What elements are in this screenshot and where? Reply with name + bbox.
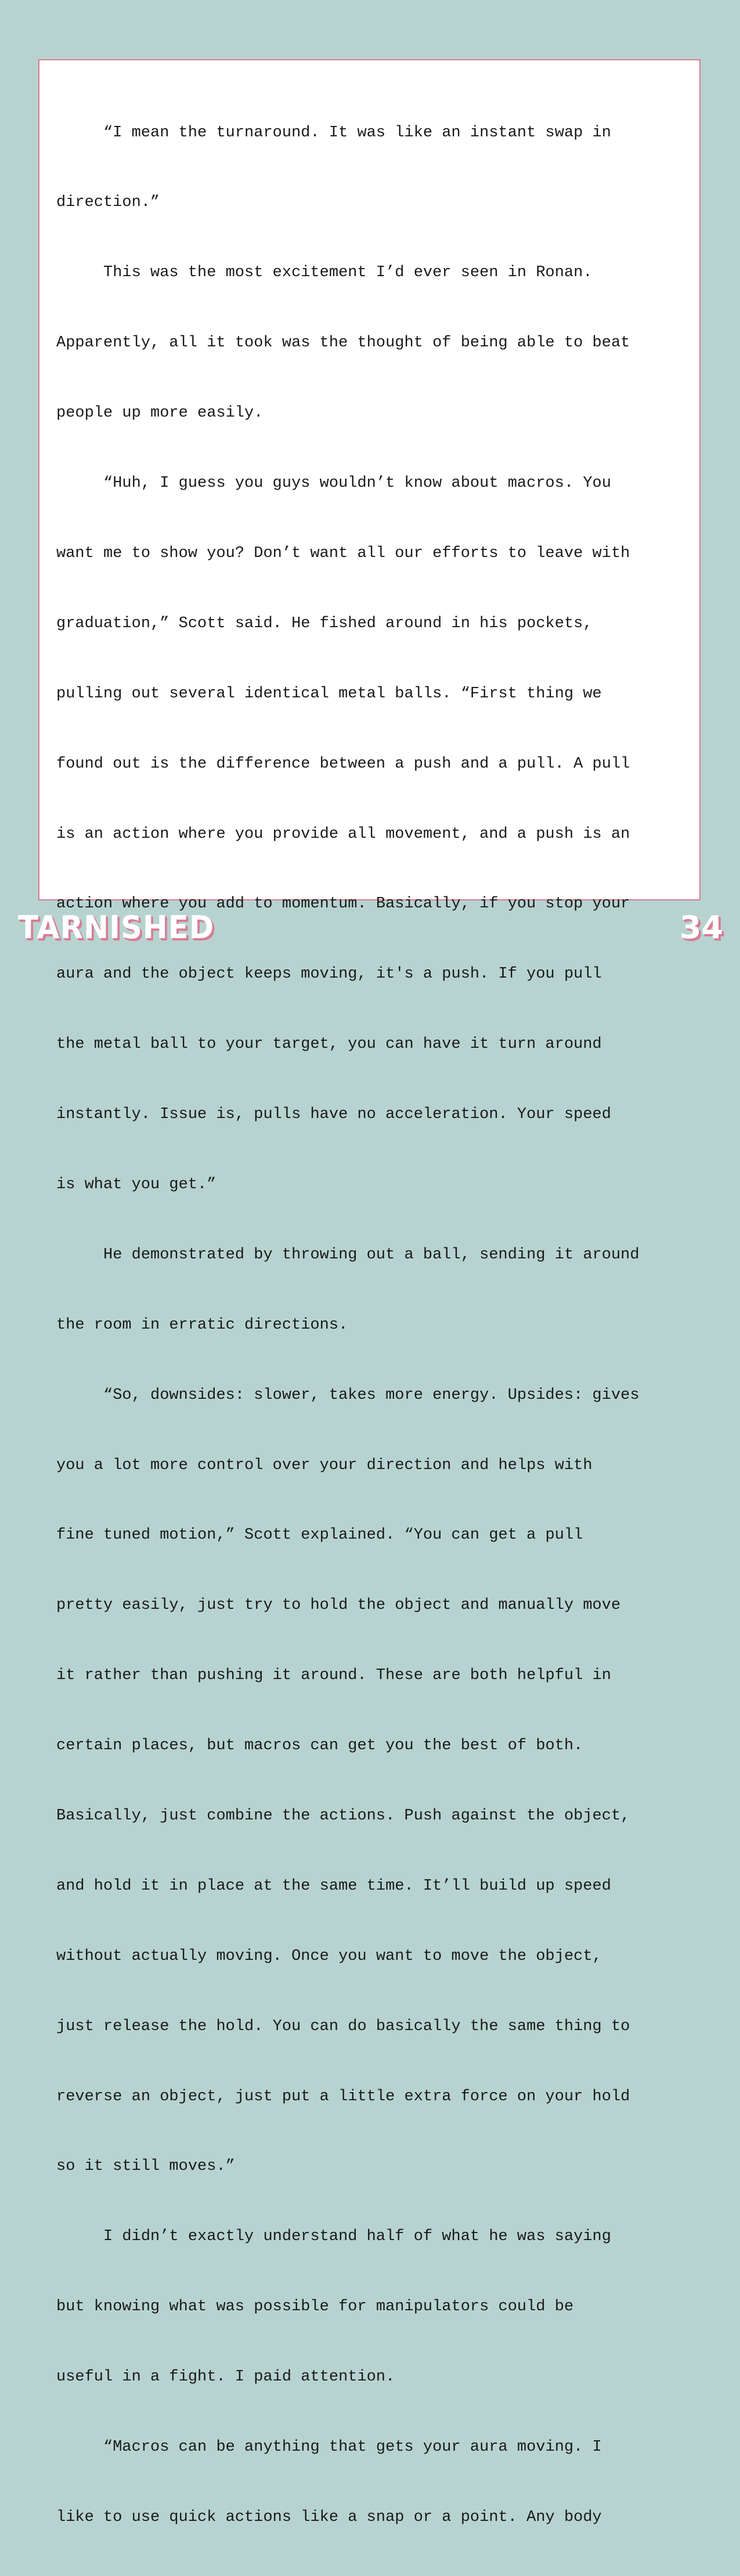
- text-line: pretty easily, just try to hold the object and manually move: [56, 1597, 621, 1615]
- text-line: but knowing what was possible for manipulators could be: [56, 2298, 574, 2316]
- text-line: the metal ball to your target, you can have it turn around: [56, 1036, 602, 1054]
- text-line: want me to show you? Don’t want all our efforts to leave with: [56, 544, 630, 562]
- text-line: pulling out several identical metal balls. “First thing we: [56, 685, 602, 703]
- text-line: instantly. Issue is, pulls have no acceleration. Your speed: [56, 1106, 611, 1124]
- text-line: so it still moves.”: [56, 2158, 235, 2176]
- text-line: “I mean the turnaround. It was like an instant swap in: [56, 124, 611, 142]
- text-line: and hold it in place at the same time. It’ll build up speed: [56, 1877, 611, 1895]
- text-line: aura and the object keeps moving, it's a push. If you pull: [56, 965, 602, 983]
- text-line: I didn’t exactly understand half of what he was saying: [56, 2228, 611, 2246]
- text-line: He demonstrated by throwing out a ball, sending it around: [56, 1246, 640, 1264]
- text-line: graduation,” Scott said. He fished around in his pockets,: [56, 614, 593, 632]
- text-line: people up more easily.: [56, 404, 263, 422]
- text-line: the room in erratic directions.: [56, 1316, 348, 1334]
- text-line: “So, downsides: slower, takes more energy. Upsides: gives: [56, 1386, 640, 1404]
- text-line: Basically, just combine the actions. Push against the object,: [56, 1807, 630, 1825]
- text-line: reverse an object, just put a little extra force on your hold: [56, 2087, 630, 2105]
- text-line: certain places, but macros can get you the best of both.: [56, 1737, 583, 1755]
- publication-title: TARNISHED: [18, 909, 215, 946]
- text-line: fine tuned motion,” Scott explained. “You can get a pull: [56, 1526, 583, 1544]
- text-line: without actually moving. Once you want to move the object,: [56, 1947, 602, 1965]
- text-line: found out is the difference between a push and a pull. A pull: [56, 755, 630, 773]
- text-line: like to use quick actions like a snap or a point. Any body: [56, 2508, 602, 2526]
- text-line: Apparently, all it took was the thought of being able to beat: [56, 334, 630, 352]
- text-line: you a lot more control over your direction and helps with: [56, 1456, 593, 1474]
- text-line: is an action where you provide all movement, and a push is an: [56, 825, 630, 843]
- text-line: “Macros can be anything that gets your aura moving. I: [56, 2438, 602, 2456]
- text-line: it rather than pushing it around. These are both helpful in: [56, 1667, 611, 1685]
- page-number: 34: [679, 909, 723, 946]
- text-line: just release the hold. You can do basically the same thing to: [56, 2017, 630, 2035]
- text-line: direction.”: [56, 194, 160, 212]
- text-line: This was the most excitement I’d ever seen in Ronan.: [56, 264, 593, 282]
- text-line: action where you add to momentum. Basically, if you stop your: [56, 895, 630, 913]
- text-line: useful in a fight. I paid attention.: [56, 2368, 395, 2386]
- story-text: [56, 74, 689, 2576]
- text-line: “Huh, I guess you guys wouldn’t know about macros. You: [56, 475, 611, 493]
- text-line: is what you get.”: [56, 1175, 216, 1193]
